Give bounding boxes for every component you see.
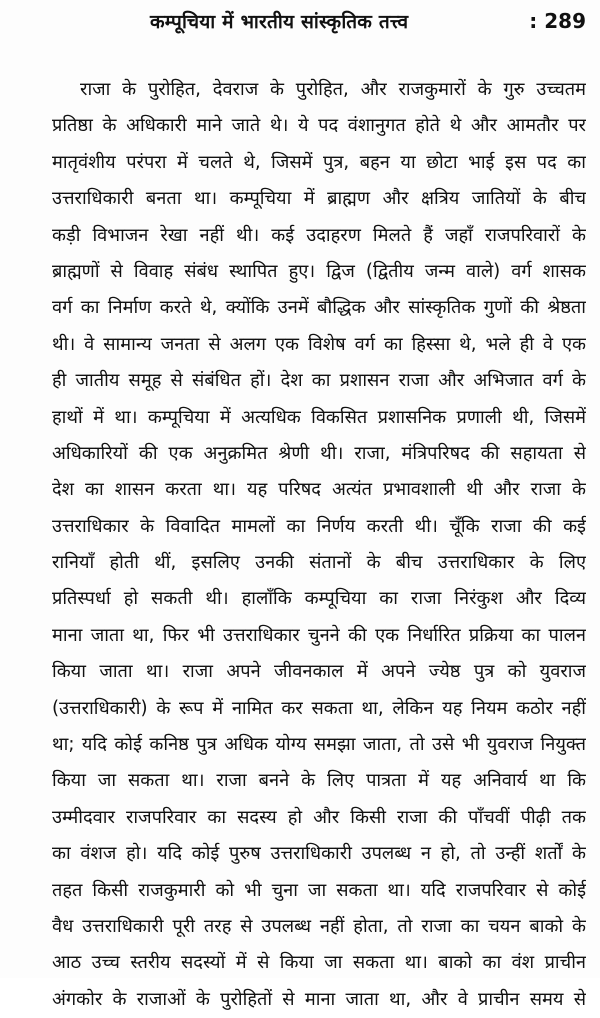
- body-text: [52, 72, 586, 1018]
- text-line: प्रतिस्पर्धा हो सकती थी। हालाँकि कम्पूचिया का राजा निरंकुश और दिव्य: [52, 588, 586, 610]
- text-line: (उत्तराधिकारी) के रूप में नामित कर सकता था, लेकिन यह नियम कठोर नहीं: [52, 697, 586, 719]
- chapter-title: कम्पूचिया में भारतीय सांस्कृतिक तत्त्व: [150, 11, 409, 33]
- text-line: ही जातीय समूह से संबंधित हों। देश का प्रशासन राजा और अभिजात वर्ग के: [52, 370, 586, 392]
- text-line: रानियाँ होती थीं, इसलिए उनकी संतानों के बीच उत्तराधिकार के लिए: [52, 552, 586, 574]
- text-line: ब्राह्मणों से विवाह संबंध स्थापित हुए। द्विज (द्वितीय जन्म वाले) वर्ग शासक: [52, 260, 586, 282]
- text-line: आठ उच्च स्तरीय सदस्यों में से किया जा सकता था। बाको का वंश प्राचीन: [52, 952, 586, 974]
- text-line: राजा के पुरोहित, देवराज के पुरोहित, और राजकुमारों के गुरु उच्चतम: [80, 79, 586, 100]
- text-line: अंगकोर के राजाओं के पुरोहितों से माना जाता था, और वे प्राचीन समय से: [52, 988, 586, 1010]
- page-number: : 289: [529, 9, 586, 33]
- text-line: कड़ी विभाजन रेखा नहीं थी। कई उदाहरण मिलते हैं जहाँ राजपरिवारों के: [52, 224, 586, 246]
- text-line: किया जाता था। राजा अपने जीवनकाल में अपने ज्येष्ठ पुत्र को युवराज: [52, 661, 586, 683]
- text-line: का वंशज हो। यदि कोई पुरुष उत्तराधिकारी उपलब्ध न हो, तो उन्हीं शर्तों के: [52, 843, 586, 865]
- text-line: देश का शासन करता था। यह परिषद अत्यंत प्रभावशाली थी और राजा के: [52, 479, 586, 501]
- text-line: वर्ग का निर्माण करते थे, क्योंकि उनमें बौद्धिक और सांस्कृतिक गुणों की श्रेष्ठता: [52, 297, 586, 319]
- text-line: तहत किसी राजकुमारी को भी चुना जा सकता था। यदि राजपरिवार से कोई: [52, 879, 586, 901]
- text-line: उम्मीदवार राजपरिवार का सदस्य हो और किसी राजा की पाँचवीं पीढ़ी तक: [52, 806, 586, 828]
- text-line: था; यदि कोई कनिष्ठ पुत्र अधिक योग्य समझा जाता, तो उसे भी युवराज नियुक्त: [52, 734, 586, 756]
- running-header: [150, 6, 586, 36]
- text-line: वैध उत्तराधिकारी पूरी तरह से उपलब्ध नहीं होता, तो राजा का चयन बाको के: [52, 915, 586, 937]
- text-line: उत्तराधिकार के विवादित मामलों का निर्णय करती थी। चूँकि राजा की कई: [52, 515, 586, 537]
- text-line: किया जा सकता था। राजा बनने के लिए पात्रता में यह अनिवार्य था कि: [52, 770, 586, 792]
- text-line: थी। वे सामान्य जनता से अलग एक विशेष वर्ग का हिस्सा थे, भले ही वे एक: [52, 333, 586, 355]
- text-line: मातृवंशीय परंपरा में चलते थे, जिसमें पुत्र, बहन या छोटा भाई इस पद का: [52, 151, 586, 173]
- text-line: माना जाता था, फिर भी उत्तराधिकार चुनने की एक निर्धारित प्रक्रिया का पालन: [52, 624, 586, 646]
- text-line: उत्तराधिकारी बनता था। कम्पूचिया में ब्राह्मण और क्षत्रिय जातियों के बीच: [52, 188, 586, 210]
- text-line: प्रतिष्ठा के अधिकारी माने जाते थे। ये पद वंशानुगत होते थे और आमतौर पर: [52, 115, 586, 137]
- text-line: हाथों में था। कम्पूचिया में अत्यधिक विकसित प्रशासनिक प्रणाली थी, जिसमें: [52, 406, 586, 428]
- text-line: अधिकारियों की एक अनुक्रमित श्रेणी थी। राजा, मंत्रिपरिषद की सहायता से: [52, 442, 586, 464]
